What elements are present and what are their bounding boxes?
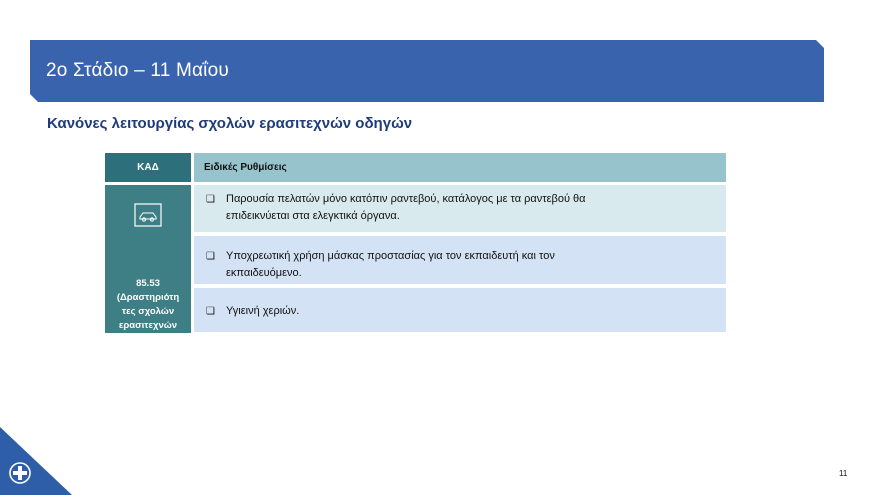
government-emblem-icon bbox=[10, 463, 30, 483]
page-number: 11 bbox=[839, 469, 848, 478]
checkbox-bullet-icon: ❏ bbox=[206, 194, 215, 205]
corner-decoration bbox=[0, 427, 72, 495]
page-title: 2ο Στάδιο – 11 Μαΐου bbox=[46, 60, 229, 81]
title-banner bbox=[30, 40, 824, 102]
rule-text bbox=[226, 248, 555, 282]
car-icon bbox=[134, 203, 162, 227]
rule-line: Υποχρεωτική χρήση μάσκας προστασίας για τον εκπαιδευτή και τον bbox=[226, 250, 555, 262]
checkbox-bullet-icon: ❏ bbox=[206, 251, 215, 262]
checkbox-bullet-icon: ❏ bbox=[206, 306, 215, 317]
rule-text bbox=[226, 303, 299, 320]
kad-line: ερασιτεχνών bbox=[118, 320, 178, 331]
kad-line: τες σχολών bbox=[121, 306, 175, 317]
header-kad: ΚΑΔ bbox=[105, 153, 191, 182]
rule-row bbox=[194, 185, 726, 232]
rule-line: Υγιεινή χεριών. bbox=[226, 305, 300, 317]
rule-line: εκπαιδευόμενο. bbox=[226, 267, 302, 279]
kad-line: 85.53 bbox=[136, 278, 160, 289]
rules-table bbox=[105, 153, 726, 345]
rule-line: Παρουσία πελατών μόνο κατόπιν ραντεβού, κατάλογος με τα ραντεβού θα bbox=[226, 193, 586, 205]
rule-row bbox=[194, 236, 726, 284]
kad-code-text bbox=[105, 277, 191, 347]
kad-cell bbox=[105, 185, 191, 345]
section-subtitle: Κανόνες λειτουργίας σχολών ερασιτεχνών οδηγών bbox=[47, 115, 413, 132]
kad-line: (Δραστηριότη bbox=[116, 292, 180, 303]
rule-row bbox=[194, 288, 726, 332]
rule-text bbox=[226, 191, 586, 225]
header-special-rules: Ειδικές Ρυθμίσεις bbox=[194, 153, 726, 182]
kad-line: οδηγών) bbox=[128, 334, 168, 345]
rule-line: επιδεικνύεται στα ελεγκτικά όργανα. bbox=[226, 210, 400, 222]
